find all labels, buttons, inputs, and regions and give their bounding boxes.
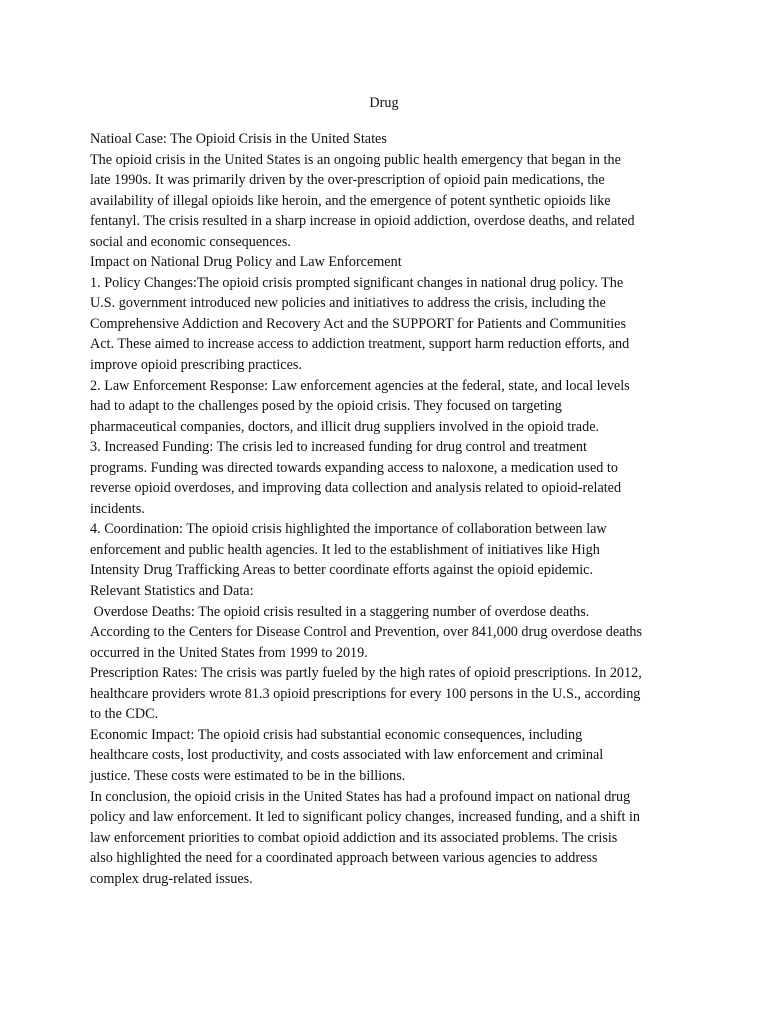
body-line: Comprehensive Addiction and Recovery Act and the SUPPORT for Patients and Communities bbox=[90, 315, 626, 332]
body-line: Relevant Statistics and Data: bbox=[90, 583, 254, 600]
body-line: enforcement and public health agencies. It led to the establishment of initiatives like High bbox=[90, 541, 600, 558]
body-line: also highlighted the need for a coordinated approach between various agencies to address bbox=[90, 850, 598, 867]
body-line: pharmaceutical companies, doctors, and illicit drug suppliers involved in the opioid trade. bbox=[90, 418, 600, 435]
body-line: 3. Increased Funding: The crisis led to increased funding for drug control and treatment bbox=[90, 439, 587, 456]
body-line: 4. Coordination: The opioid crisis highlighted the importance of collaboration between law bbox=[90, 521, 607, 538]
body-line: programs. Funding was directed towards expanding access to naloxone, a medication used to bbox=[90, 459, 618, 476]
body-line: social and economic consequences. bbox=[90, 233, 291, 250]
body-line: 2. Law Enforcement Response: Law enforcement agencies at the federal, state, and local levels bbox=[90, 377, 630, 394]
body-line: complex drug-related issues. bbox=[90, 870, 253, 887]
body-line: justice. These costs were estimated to be in the billions. bbox=[90, 767, 406, 784]
body-line: late 1990s. It was primarily driven by the over-prescription of opioid pain medications, the bbox=[90, 172, 605, 189]
body-line: Prescription Rates: The crisis was partly fueled by the high rates of opioid prescriptions. In 2012, bbox=[90, 665, 642, 682]
body-line: U.S. government introduced new policies and initiatives to address the crisis, including the bbox=[90, 295, 606, 312]
body-line: improve opioid prescribing practices. bbox=[90, 357, 302, 374]
body-line: Natioal Case: The Opioid Crisis in the United States bbox=[90, 131, 387, 147]
body-line: Impact on National Drug Policy and Law Enforcement bbox=[90, 254, 402, 271]
body-line: Intensity Drug Trafficking Areas to better coordinate efforts against the opioid epidemic. bbox=[90, 562, 594, 579]
body-line: Overdose Deaths: The opioid crisis resulted in a staggering number of overdose deaths. bbox=[90, 603, 590, 620]
document-body bbox=[90, 129, 690, 889]
body-line: law enforcement priorities to combat opioid addiction and its associated problems. The crisis bbox=[90, 829, 618, 846]
body-line: In conclusion, the opioid crisis in the United States has had a profound impact on national drug bbox=[90, 788, 631, 805]
body-line: availability of illegal opioids like heroin, and the emergence of potent synthetic opioids like bbox=[90, 192, 611, 209]
document-title: Drug bbox=[369, 95, 399, 111]
body-line: healthcare providers wrote 81.3 opioid prescriptions for every 100 persons in the U.S., according bbox=[90, 685, 641, 702]
body-line: reverse opioid overdoses, and improving data collection and analysis related to opioid-related bbox=[90, 480, 622, 497]
body-line: had to adapt to the challenges posed by the opioid crisis. They focused on targeting bbox=[90, 398, 562, 415]
body-line: occurred in the United States from 1999 to 2019. bbox=[90, 644, 368, 661]
body-line: 1. Policy Changes:The opioid crisis prompted significant changes in national drug policy. The bbox=[90, 274, 624, 291]
body-line: According to the Centers for Disease Control and Prevention, over 841,000 drug overdose deaths bbox=[90, 624, 642, 641]
body-line: Economic Impact: The opioid crisis had substantial economic consequences, including bbox=[90, 726, 583, 743]
body-line: fentanyl. The crisis resulted in a sharp increase in opioid addiction, overdose deaths, and related bbox=[90, 213, 635, 230]
body-line: The opioid crisis in the United States is an ongoing public health emergency that began in the bbox=[90, 151, 621, 168]
body-line: incidents. bbox=[90, 500, 145, 517]
body-line: Act. These aimed to increase access to addiction treatment, support harm reduction efforts, and bbox=[90, 336, 630, 353]
body-line: to the CDC. bbox=[90, 706, 159, 723]
body-line: policy and law enforcement. It led to significant policy changes, increased funding, and a shift in bbox=[90, 809, 640, 826]
body-line: healthcare costs, lost productivity, and costs associated with law enforcement and criminal bbox=[90, 747, 604, 764]
